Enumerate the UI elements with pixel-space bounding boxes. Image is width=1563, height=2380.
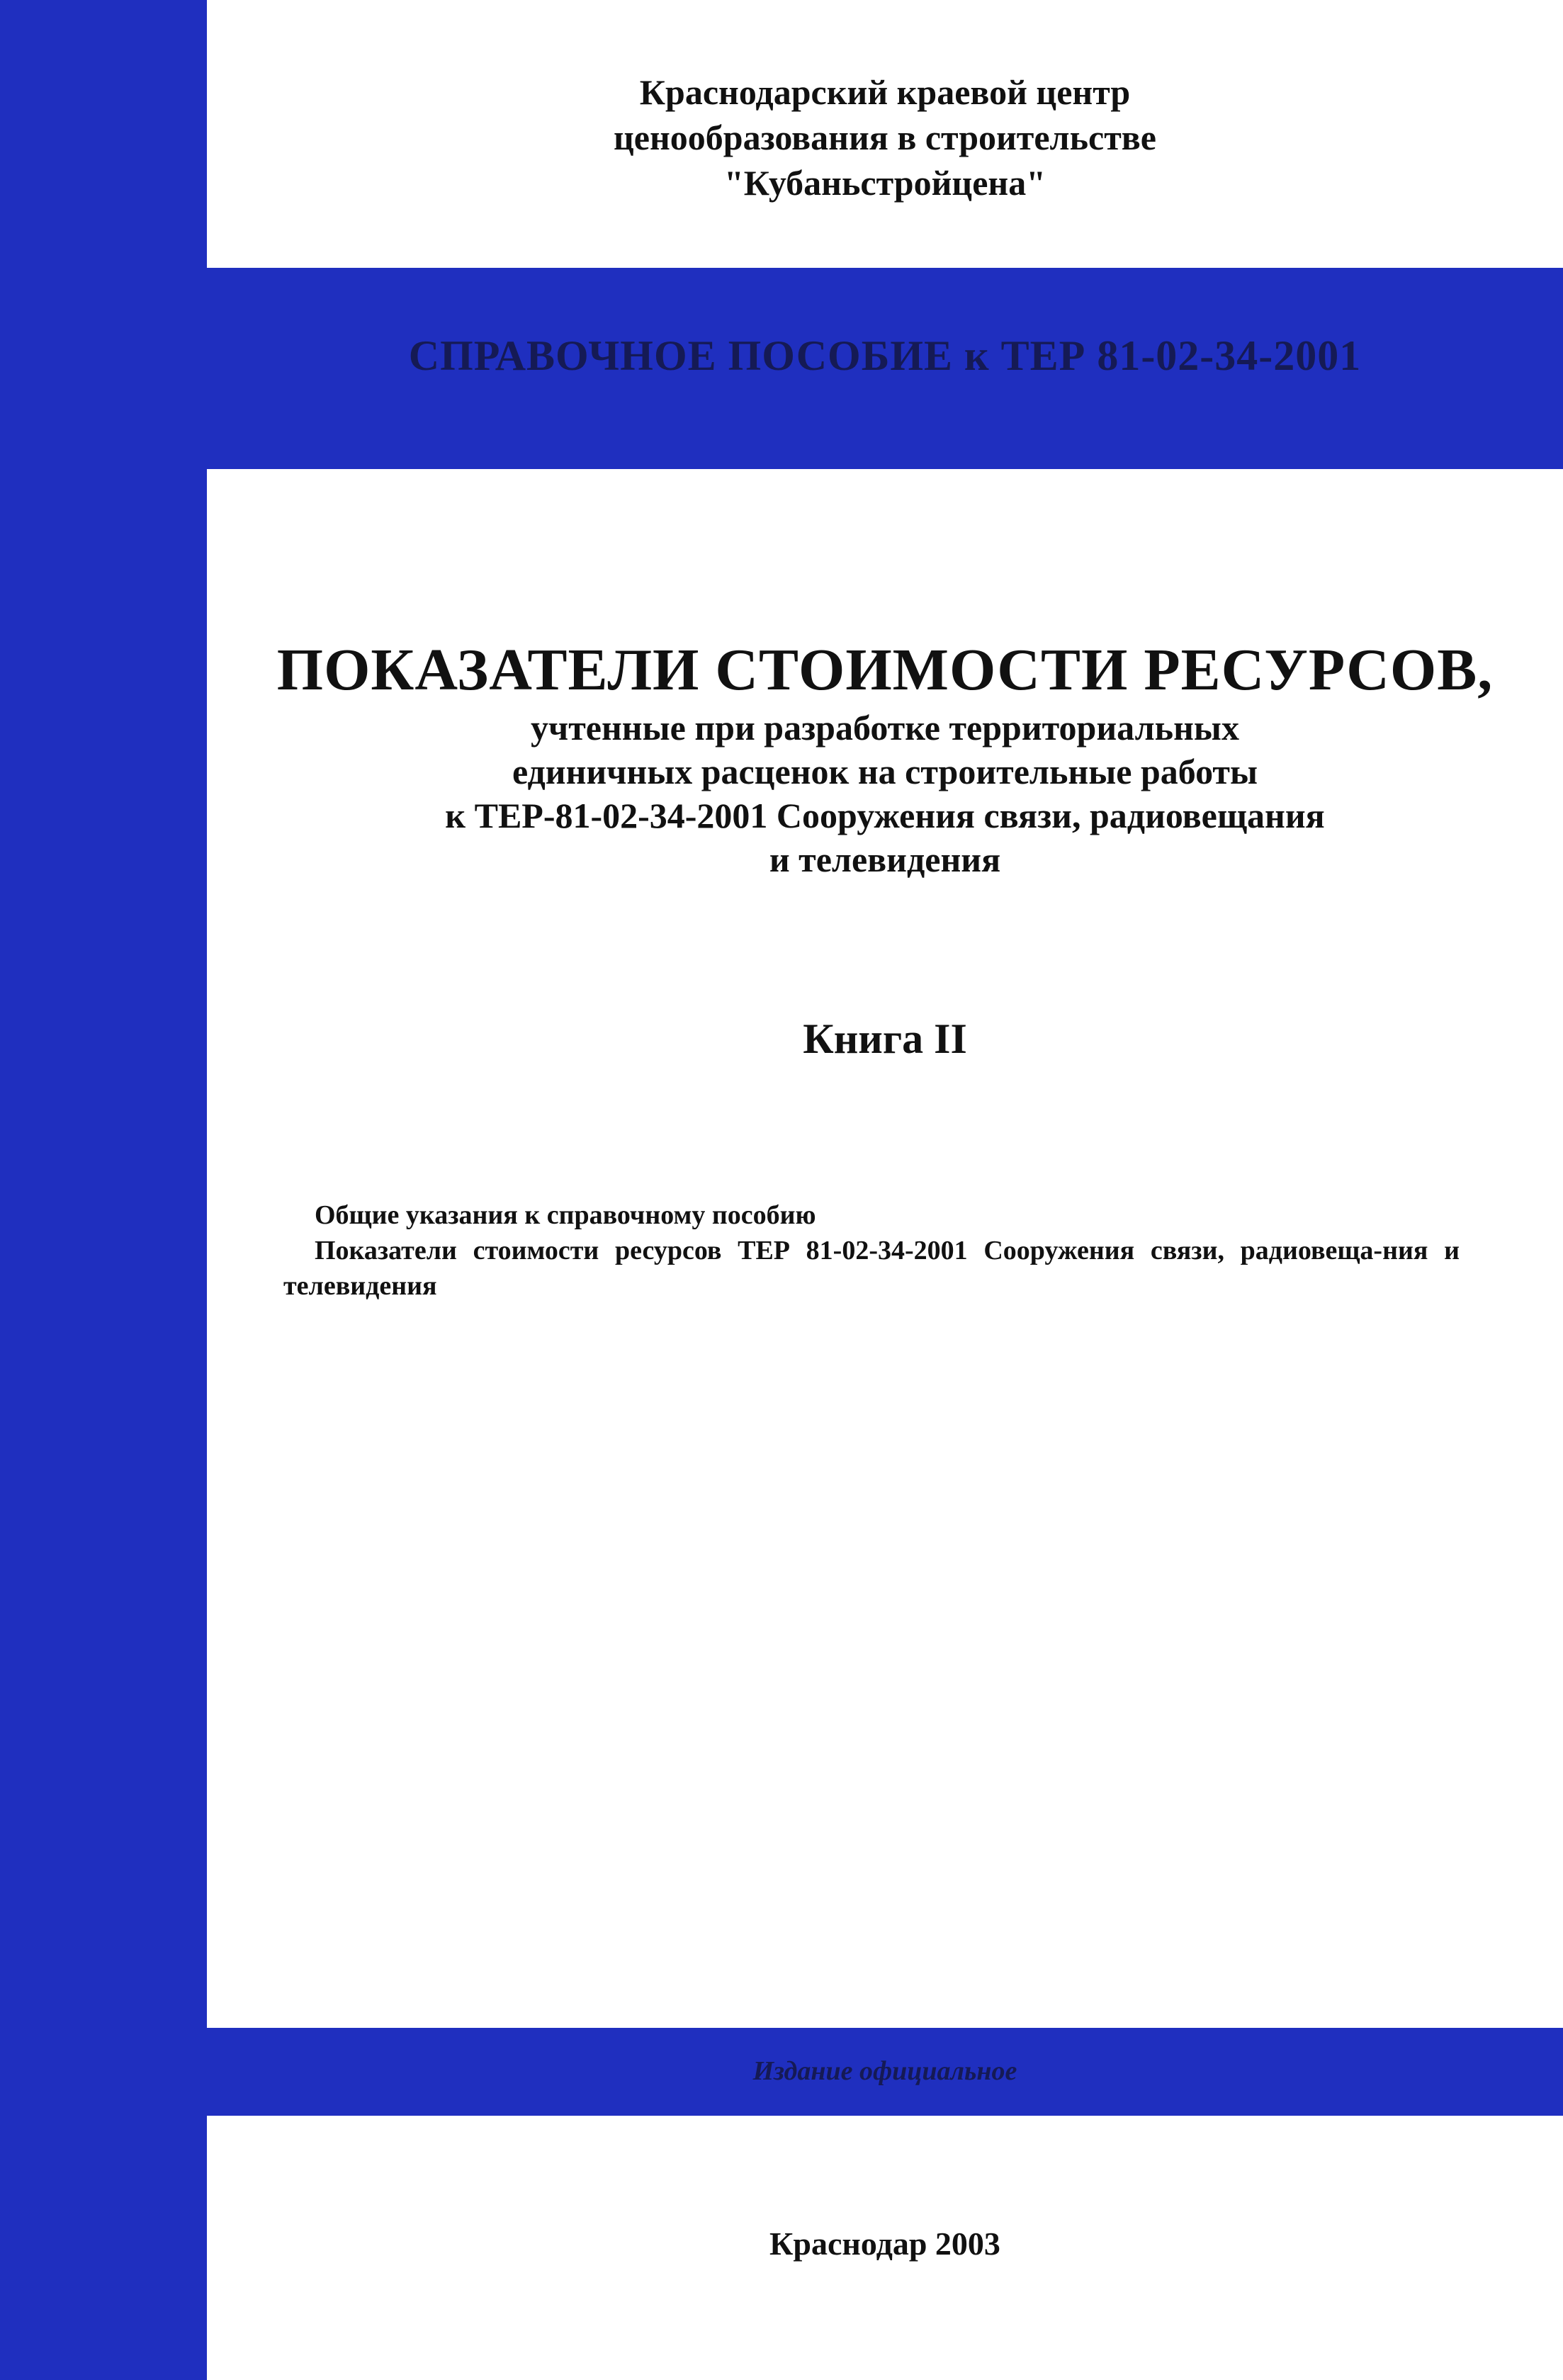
main-title: ПОКАЗАТЕЛИ СТОИМОСТИ РЕСУРСОВ, <box>276 637 1494 703</box>
publisher-line-3: "Кубаньстройцена" <box>724 163 1046 203</box>
subtitle-line: и телевидения <box>769 840 1001 879</box>
series-title: СПРАВОЧНОЕ ПОСОБИЕ к ТЕР 81-02-34-2001 <box>408 332 1362 379</box>
city-year: Краснодар 2003 <box>769 2226 1000 2262</box>
publisher-line-1: Краснодарский краевой центр <box>639 72 1131 112</box>
publisher-block <box>207 69 1563 205</box>
publisher-line-2: ценообразования в строительстве <box>613 118 1156 157</box>
official-edition-label: Издание официальное <box>752 2056 1017 2086</box>
subtitle-line: учтенные при разработке территориальных <box>531 708 1239 748</box>
subtitle-block <box>207 706 1563 881</box>
contents-list <box>283 1197 1460 1304</box>
contents-item: Показатели стоимости ресурсов ТЕР 81-02-34-2001 Сооружения связи, радиовеща-ния и телевидения <box>283 1236 1460 1301</box>
book-label: Книга II <box>803 1015 967 1062</box>
contents-item: Общие указания к справочному пособию <box>315 1200 816 1230</box>
subtitle-line: к ТЕР-81-02-34-2001 Сооружения связи, радиовещания <box>445 796 1325 835</box>
subtitle-line: единичных расценок на строительные работы <box>512 752 1258 791</box>
